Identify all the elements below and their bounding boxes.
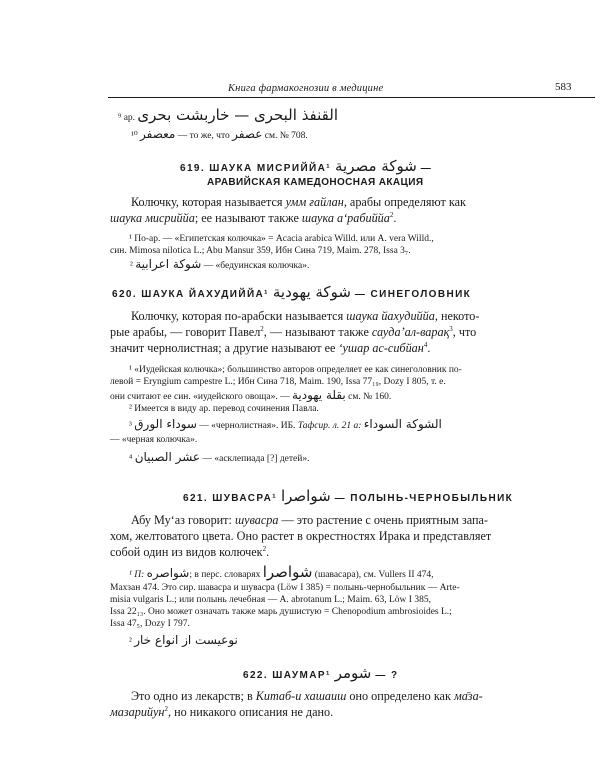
footnote-ref: 2 xyxy=(164,704,168,713)
text-run: Колючку, которая по-арабски называется xyxy=(131,309,344,323)
footnote-10-mid: — то же, что xyxy=(177,131,230,141)
entry-620-footnote-2: ² Имеется в виду ар. перевод сочинения Павла. xyxy=(129,404,319,414)
text-run: , — называют также xyxy=(263,325,369,339)
footnote-9 xyxy=(118,106,339,124)
entry-620-footnote-1-c xyxy=(110,389,391,403)
entry-620-arabic: شوكة يهودية xyxy=(272,283,351,301)
entry-621-footnote-2 xyxy=(129,634,238,648)
footnote-arabic: سوداء الورق xyxy=(134,417,197,431)
text-run: значит чернолистная; а другие называют ее xyxy=(110,341,336,355)
entry-622-arabic: شومر xyxy=(334,664,372,682)
entry-621-arabic: شواصرا xyxy=(280,487,331,505)
entry-620-para-line-2 xyxy=(110,324,476,340)
text-run: , что xyxy=(452,325,477,339)
text-run: . xyxy=(427,341,431,355)
italic-term: шаука йахудиййа xyxy=(346,309,435,323)
footnote-ref: 2 xyxy=(262,544,267,553)
entry-619-title: 619. ШАУКА МИСРИЙЙА¹ xyxy=(180,163,331,174)
footnote-10-tail: см. № 708. xyxy=(264,131,308,141)
entry-620-tail: — СИНЕГОЛОВНИК xyxy=(354,289,472,300)
entry-621-heading xyxy=(183,487,513,506)
footnote-10-arabic: معصفر xyxy=(140,127,176,141)
header-rule xyxy=(108,97,595,98)
entry-621-footnote-1-b: Махзан 474. Это сир. шавасра и шувасра (Löw I 385) = полынь-чернобыльник — Arte- xyxy=(110,583,460,593)
entry-621-footnote-1-d: Issa 22₁₃. Оно может означать также марь душистую = Chenopodium ambrosioides L.; xyxy=(110,607,452,617)
footnote-9-arabic: القنفذ البحرى — خاربشت بحرى xyxy=(137,106,339,124)
entry-621-footnote-1-a xyxy=(129,563,434,581)
entry-620-para-line-1 xyxy=(131,308,479,324)
text-run: , арабы определяют как xyxy=(343,195,466,209)
text-run: собой один из видов колючек xyxy=(110,545,263,559)
entry-619-heading xyxy=(180,157,432,176)
footnote-10-arabic-2: عصفر xyxy=(232,127,263,141)
text-run: — «бедуинская колючка». xyxy=(203,261,310,271)
entry-619-para-line-2 xyxy=(110,210,396,226)
running-header-title: Книга фармакогнозии в медицине xyxy=(228,83,384,94)
entry-619-footnote-1-b: син. Mimosa nilotica L.; Abu Mansur 359, Ибн Сина 719, Maim. 278, Issa 3₇. xyxy=(110,246,411,256)
text-run: . xyxy=(266,545,270,559)
text-run: ; ее называют также xyxy=(194,211,299,225)
entry-619-footnote-2 xyxy=(130,258,309,272)
italic-term: шувасра xyxy=(234,513,279,527)
footnote-num: ² xyxy=(130,261,133,271)
italic-term: Китаб-и хашаиш xyxy=(255,689,347,703)
entry-622-para-line-2 xyxy=(110,704,333,720)
entry-622-heading xyxy=(243,664,398,683)
footnote-arabic: شواصره xyxy=(146,566,190,580)
footnote-9-label: ар. xyxy=(123,113,136,123)
italic-term: ма̄за- xyxy=(453,689,483,703)
entry-621-footnote-1-c: misia vulgaris L.; или полынь лечебная — A. abrotanum L.; Maim. 63, Löw I 385, xyxy=(110,595,431,605)
footnote-10-num: ¹⁰ xyxy=(131,131,138,141)
footnote-arabic: شوكة اعرابية xyxy=(135,257,202,271)
italic-term: сауда’ал-варақ xyxy=(371,325,450,339)
text-run: Абу Му‘аз говорит: xyxy=(131,513,232,527)
italic-term: Тафсир. л. 21 а: xyxy=(297,421,362,431)
italic-term: шаука а‘рабиййа xyxy=(301,211,390,225)
entry-622-para-line-1 xyxy=(131,688,483,704)
page-number: 583 xyxy=(555,81,572,93)
footnote-arabic: الشوكة السوداء xyxy=(363,417,442,431)
entry-621-para-line-2: хом, желтоватого цвета. Оно растет в окрестностях Ирака и представляет xyxy=(110,529,492,543)
entry-621-title: 621. ШУВАСРА¹ xyxy=(183,493,277,504)
text-run: ; в перс. словарях xyxy=(189,570,261,580)
italic-term: ‘ушар ас-сибйан xyxy=(338,341,424,355)
text-run: — «чернолистная». ИБ. xyxy=(199,421,296,431)
text-run: , некото- xyxy=(434,309,480,323)
footnote-ref: 3 xyxy=(449,324,453,333)
entry-621-para-line-1 xyxy=(131,512,488,528)
footnote-arabic: بقلة يهودية xyxy=(291,388,346,402)
entry-620-footnote-1-b: левой = Eryngium campestre L.; Ибн Сина 718, Maim. 190, Issa 77₁₉, Dozy I 805, т. е. xyxy=(110,377,446,387)
italic-term: шаука мисриййа xyxy=(110,211,195,225)
text-run: рые арабы, — говорит Павел xyxy=(110,325,261,339)
footnote-arabic: عشر الصبيان xyxy=(134,450,201,464)
text-run: . xyxy=(393,211,397,225)
text-run: , но никакого описания не дано. xyxy=(167,705,334,719)
text-run: см. № 160. xyxy=(348,392,392,402)
footnote-num: ⁴ xyxy=(129,454,133,464)
footnote-ref: 4 xyxy=(423,340,428,349)
footnote-9-num: ⁹ xyxy=(118,113,122,123)
entry-620-footnote-3 xyxy=(129,418,442,432)
footnote-num: ³ xyxy=(129,421,132,431)
text-run: Это одно из лекарств; в xyxy=(131,689,253,703)
entry-620-footnote-4 xyxy=(129,451,309,465)
text-run: они считают ее син. «иудейского овоща». — xyxy=(110,392,290,402)
entry-622-tail: — ? xyxy=(375,670,399,681)
text-run: (шавасара), см. Vullers II 474, xyxy=(314,570,434,580)
entry-619-footnote-1-a: ¹ По-ар. — «Египетская колючка» = Acacia arabica Willd. или A. vera Willd., xyxy=(129,234,434,244)
footnote-num: ² xyxy=(129,637,132,647)
entry-619-dash: — xyxy=(420,163,433,174)
entry-620-para-line-3 xyxy=(110,340,430,356)
footnote-10 xyxy=(131,128,308,142)
footnote-ref: 2 xyxy=(260,324,264,333)
entry-622-title: 622. ШАУМАР¹ xyxy=(243,670,331,681)
text-run: — «асклепиада [?] детей». xyxy=(202,454,310,464)
entry-620-title: 620. ШАУКА ЙАХУДИЙЙА¹ xyxy=(112,289,269,300)
footnote-ref: 2 xyxy=(389,210,394,219)
text-run: — это растение с очень приятным запа- xyxy=(281,513,488,527)
footnote-arabic: نوعيست از انواع خار xyxy=(134,633,238,647)
italic-term: умм ғайлан xyxy=(285,195,344,209)
entry-621-footnote-1-e: Issa 47₅, Dozy I 797. xyxy=(110,619,190,629)
text-run: Колючку, которая называется xyxy=(131,195,283,209)
entry-619-subheading: АРАВИЙСКАЯ КАМЕДОНОСНАЯ АКАЦИЯ xyxy=(207,177,424,188)
entry-620-footnote-3-b: — «черная колючка». xyxy=(110,435,198,445)
italic-term: мазарийун xyxy=(110,705,165,719)
footnote-arabic: شواصرا xyxy=(262,563,313,581)
entry-620-heading xyxy=(112,283,471,302)
text-run: оно определено как xyxy=(349,689,451,703)
entry-619-arabic: شوكة مصرية xyxy=(334,157,417,175)
entry-619-para-line-1 xyxy=(131,194,466,210)
entry-620-footnote-1-a: ¹ «Иудейская колючка»; большинство авторов определяет ее как синеголовник по- xyxy=(129,365,462,375)
entry-621-para-line-3 xyxy=(110,544,269,560)
entry-621-tail: — ПОЛЫНЬ-ЧЕРНОБЫЛЬНИК xyxy=(334,493,514,504)
text-run: ¹ П: xyxy=(129,570,145,580)
